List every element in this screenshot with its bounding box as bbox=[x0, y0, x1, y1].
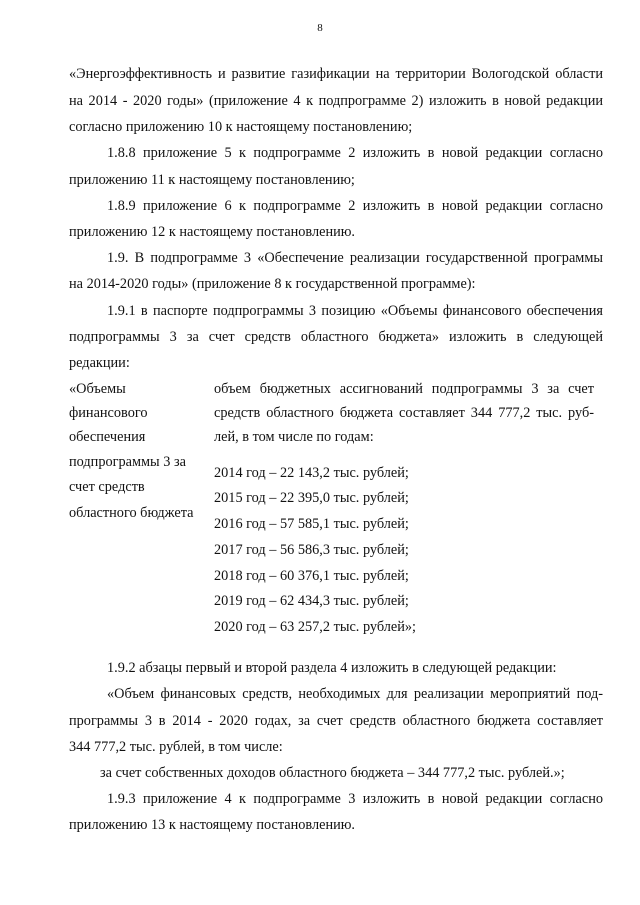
body-line: подпрограммы 3 за счет средств областного бюджета» изложить в следующей bbox=[69, 329, 603, 345]
body-line: 344 777,2 тыс. рублей, в том числе: bbox=[69, 739, 283, 755]
body-line: приложению 12 к настоящему постановлению. bbox=[69, 224, 356, 240]
body-line: за счет собственных доходов областного бюджета – 344 777,2 тыс. рублей.»; bbox=[100, 765, 565, 781]
table-label-line: обеспечения bbox=[69, 429, 146, 445]
table-year-line: 2015 год – 22 395,0 тыс. рублей; bbox=[214, 490, 409, 506]
table-value-line: объем бюджетных ассигнований подпрограммы 3 за счет bbox=[214, 381, 594, 397]
body-line: 1.9.3 приложение 4 к подпрограмме 3 изложить в новой редакции согласно bbox=[107, 791, 603, 807]
body-line: редакции: bbox=[69, 355, 130, 371]
table-label-line: «Объемы bbox=[69, 381, 126, 397]
table-value-line: средств областного бюджета составляет 344 777,2 тыс. руб- bbox=[214, 405, 594, 421]
body-line: 1.8.9 приложение 6 к подпрограмме 2 изложить в новой редакции согласно bbox=[107, 198, 603, 214]
table-year-line: 2016 год – 57 585,1 тыс. рублей; bbox=[214, 516, 409, 532]
table-label-line: счет средств bbox=[69, 479, 145, 495]
body-line: «Объем финансовых средств, необходимых для реализации мероприятий под- bbox=[107, 686, 603, 702]
body-line: 1.9.2 абзацы первый и второй раздела 4 изложить в следующей редакции: bbox=[107, 660, 557, 676]
table-year-line: 2020 год – 63 257,2 тыс. рублей»; bbox=[214, 619, 417, 635]
table-label-line: финансового bbox=[69, 405, 148, 421]
body-line: 1.9.1 в паспорте подпрограммы 3 позицию «Объемы финансового обеспечения bbox=[107, 303, 603, 319]
table-value-line: лей, в том числе по годам: bbox=[214, 429, 374, 445]
page-number: 8 bbox=[317, 22, 323, 34]
table-year-line: 2014 год – 22 143,2 тыс. рублей; bbox=[214, 465, 409, 481]
table-year-line: 2019 год – 62 434,3 тыс. рублей; bbox=[214, 593, 409, 609]
body-line: на 2014 - 2020 годы» (приложение 4 к подпрограмме 2) изложить в новой редакции bbox=[69, 93, 603, 109]
body-line: «Энергоэффективность и развитие газификации на территории Вологодской области bbox=[69, 66, 603, 82]
table-label-line: областного бюджета bbox=[69, 505, 194, 521]
table-year-line: 2017 год – 56 586,3 тыс. рублей; bbox=[214, 542, 409, 558]
table-label-line: подпрограммы 3 за bbox=[69, 454, 186, 470]
body-line: приложению 13 к настоящему постановлению. bbox=[69, 817, 356, 833]
body-line: на 2014-2020 годы» (приложение 8 к государственной программе): bbox=[69, 276, 476, 292]
body-line: программы 3 в 2014 - 2020 годах, за счет средств областного бюджета составляет bbox=[69, 713, 603, 729]
body-line: 1.8.8 приложение 5 к подпрограмме 2 изложить в новой редакции согласно bbox=[107, 145, 603, 161]
table-year-line: 2018 год – 60 376,1 тыс. рублей; bbox=[214, 568, 409, 584]
body-line: согласно приложению 10 к настоящему постановлению; bbox=[69, 119, 413, 135]
body-line: 1.9. В подпрограмме 3 «Обеспечение реализации государственной программы bbox=[107, 250, 603, 266]
body-line: приложению 11 к настоящему постановлению; bbox=[69, 172, 355, 188]
